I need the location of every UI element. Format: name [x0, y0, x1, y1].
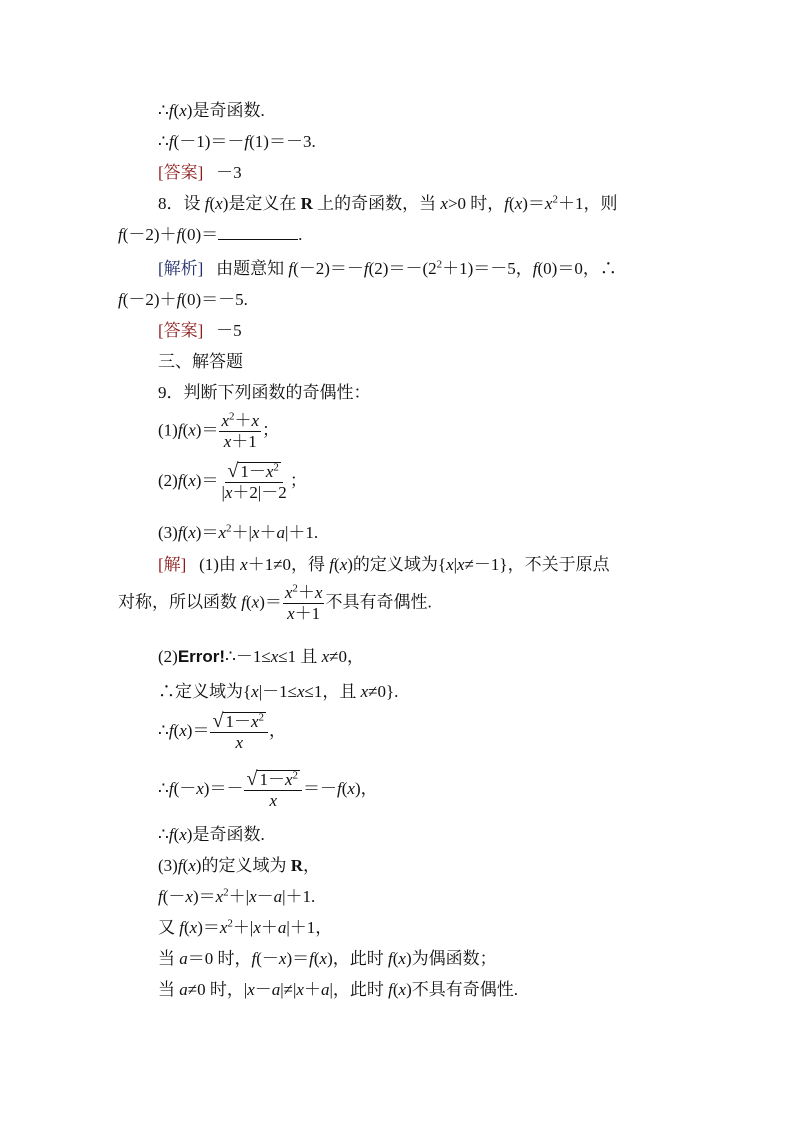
- fraction: [219, 412, 261, 451]
- text: )＝: [195, 470, 219, 490]
- var-x: x: [251, 682, 259, 701]
- text: (: [182, 856, 189, 875]
- part-label: (1): [158, 420, 178, 440]
- var-f: f: [309, 949, 314, 968]
- var-x: x: [188, 856, 196, 875]
- var-f: f: [168, 720, 174, 740]
- text: (2): [158, 647, 178, 666]
- text: (0)＝: [181, 225, 219, 244]
- exponent: 2: [436, 258, 443, 271]
- question-9-part1: (1)f(x)＝ $\frac{x^2+x}{x+1}$ ；: [158, 410, 280, 451]
- var-x: x: [339, 555, 348, 574]
- denominator: [219, 483, 288, 502]
- exponent: 2: [273, 461, 279, 474]
- text: |，此时: [329, 980, 389, 999]
- analysis-8-line2: [118, 289, 248, 311]
- fraction: [244, 770, 302, 810]
- denominator: [233, 733, 245, 752]
- var-x: x: [296, 682, 305, 701]
- var-f: f: [168, 825, 174, 844]
- var-f: f: [179, 918, 184, 937]
- sqrt: [227, 462, 281, 481]
- text: ＋1≠0，得: [247, 555, 330, 574]
- text: (－: [256, 949, 279, 968]
- text: (: [183, 918, 190, 937]
- answer-tag: [答案]: [158, 163, 204, 182]
- fraction: [219, 462, 288, 502]
- fraction: [210, 712, 268, 752]
- text: ＋|: [232, 918, 254, 937]
- var-x: x: [544, 194, 553, 213]
- text: )＝: [195, 420, 219, 440]
- var-f: f: [118, 290, 123, 309]
- text: 上的奇函数，当: [312, 194, 441, 213]
- var-x: x: [287, 604, 295, 623]
- text: |＋1.: [282, 887, 316, 906]
- text: (: [392, 980, 399, 999]
- text: |: [221, 483, 225, 502]
- radical-sign: √: [212, 710, 224, 732]
- var-x: x: [196, 778, 204, 798]
- text: (2)＝－(2: [368, 259, 437, 278]
- var-x: x: [314, 583, 323, 602]
- text: 又: [158, 918, 180, 937]
- var-x: x: [284, 770, 293, 789]
- exponent: 2: [223, 886, 229, 899]
- var-f: f: [177, 523, 183, 542]
- question-9-title: [158, 382, 371, 404]
- text: ≤1 且: [278, 647, 322, 666]
- text: )，此时: [327, 949, 388, 968]
- answer-value: －3: [216, 163, 242, 182]
- solution-3-case-neither: [158, 979, 518, 1001]
- text: －: [254, 980, 272, 999]
- var-f: f: [168, 778, 174, 798]
- text: (: [209, 194, 216, 213]
- var-x: x: [188, 523, 196, 542]
- text: ＋: [297, 583, 315, 602]
- var-f: f: [244, 132, 250, 151]
- solution-tag: [解]: [158, 555, 187, 574]
- var-x: x: [296, 980, 304, 999]
- radicand: [238, 462, 281, 481]
- var-f: f: [204, 194, 210, 213]
- sqrt: [246, 770, 300, 789]
- text: (－2)＋: [122, 290, 177, 309]
- var-x: x: [251, 523, 260, 542]
- exponent: 2: [258, 711, 264, 724]
- var-x: x: [240, 555, 248, 574]
- var-x: x: [215, 194, 223, 213]
- set-R: R: [290, 856, 303, 875]
- text: |＋1.: [284, 523, 319, 542]
- var-f: f: [177, 420, 183, 440]
- text: (0)＝－5.: [181, 290, 248, 309]
- text: ＝－: [302, 778, 337, 798]
- var-a: a: [179, 949, 188, 968]
- text: )＝: [195, 523, 219, 542]
- text: )为偶函数；: [405, 949, 497, 968]
- var-a: a: [273, 887, 283, 906]
- text: ≠0}.: [368, 682, 399, 701]
- var-x: x: [253, 918, 261, 937]
- text: (－: [173, 778, 197, 798]
- text: ＋2|－2: [232, 483, 287, 502]
- var-x: x: [179, 825, 187, 844]
- var-x: x: [284, 583, 293, 602]
- var-x: x: [319, 949, 328, 968]
- text: (1)＝－3.: [249, 132, 316, 151]
- text: ≤1，且: [304, 682, 361, 701]
- var-x: x: [218, 523, 226, 542]
- text: ＋: [260, 918, 278, 937]
- text: )＝: [286, 949, 310, 968]
- text: )＝: [186, 720, 210, 740]
- var-x: x: [235, 733, 243, 752]
- text: ≠0 时，|: [187, 980, 248, 999]
- denominator: [222, 432, 259, 451]
- exponent: 2: [292, 582, 298, 595]
- var-x: x: [179, 101, 187, 120]
- text: ；: [262, 420, 280, 440]
- text: 1－: [259, 770, 285, 789]
- var-f: f: [504, 194, 510, 213]
- var-f: f: [532, 259, 538, 278]
- text: 1－: [240, 462, 266, 481]
- text: (0)＝0，∴: [537, 259, 617, 278]
- text: (－2)＝－: [293, 259, 364, 278]
- text: ＝0 时，: [187, 949, 252, 968]
- var-x: x: [265, 462, 274, 481]
- text: )是定义在: [222, 194, 301, 213]
- var-f: f: [251, 949, 257, 968]
- exponent: 2: [226, 522, 232, 535]
- solution-2-domain: [158, 681, 398, 703]
- var-x: x: [189, 918, 198, 937]
- var-x: x: [185, 887, 193, 906]
- text: ；: [289, 470, 307, 490]
- exponent: 2: [229, 410, 235, 423]
- var-f: f: [177, 856, 183, 875]
- sqrt: [212, 712, 266, 731]
- text: )的定义域为: [195, 856, 291, 875]
- text: ∴定义域为{: [158, 682, 252, 701]
- solution-3-case-even: [158, 948, 497, 970]
- text: (: [509, 194, 515, 213]
- analysis-8: [158, 258, 617, 280]
- text: (: [173, 101, 180, 120]
- text: )的定义域为{: [347, 555, 447, 574]
- text: ，: [268, 720, 286, 740]
- var-f: f: [388, 980, 393, 999]
- set-R: R: [300, 194, 313, 213]
- denominator: [267, 791, 279, 810]
- var-a: a: [276, 523, 285, 542]
- solution-3-fx: [158, 917, 332, 939]
- part-label: (2): [158, 470, 178, 490]
- text: ＋: [303, 980, 321, 999]
- solution-3: [158, 855, 320, 877]
- var-f: f: [168, 101, 174, 120]
- var-x: x: [251, 411, 260, 430]
- solution-2: [158, 646, 364, 668]
- var-x: x: [223, 432, 232, 451]
- text: (: [313, 949, 320, 968]
- text: (3): [158, 856, 178, 875]
- var-f: f: [241, 592, 246, 612]
- radical-sign: √: [227, 460, 239, 482]
- therefore-symbol: ∴: [158, 720, 169, 740]
- var-x: x: [221, 411, 229, 430]
- part-label: (3): [158, 523, 178, 542]
- var-x: x: [188, 420, 196, 440]
- text: ≠0，: [329, 647, 364, 666]
- text: 当: [158, 949, 180, 968]
- therefore-symbol: ∴: [158, 132, 169, 151]
- line-f-odd-1: [158, 100, 265, 122]
- text: (－: [162, 887, 186, 906]
- var-x: x: [360, 682, 369, 701]
- therefore-symbol: ∴: [158, 101, 169, 120]
- solution-2-f-minus-x: [158, 770, 378, 810]
- numerator: [225, 462, 283, 483]
- var-x: x: [250, 712, 259, 731]
- text: ＋: [234, 411, 252, 430]
- var-x: x: [440, 194, 448, 213]
- text: |: [453, 555, 458, 574]
- text: .: [298, 225, 303, 244]
- text: )，: [354, 778, 378, 798]
- text: 对称，所以函数: [118, 592, 242, 612]
- var-f: f: [288, 259, 294, 278]
- var-x: x: [446, 555, 454, 574]
- text: 8．设: [158, 194, 205, 213]
- var-x: x: [514, 194, 523, 213]
- var-f: f: [329, 555, 335, 574]
- var-x: x: [398, 980, 407, 999]
- question-9-part2: (2)f(x)＝ √ $1-x^2$ |x＋2|－2 ；: [158, 460, 307, 502]
- text: )是奇函数.: [186, 825, 265, 844]
- var-a: a: [179, 980, 188, 999]
- text: ＋1: [231, 432, 257, 451]
- var-f: f: [336, 778, 342, 798]
- text: ＋: [259, 523, 277, 542]
- section-heading: [158, 351, 243, 373]
- text: )＝: [197, 918, 220, 937]
- var-x: x: [224, 483, 233, 502]
- numerator: [219, 412, 261, 432]
- section-title: 三、解答题: [158, 352, 243, 371]
- analysis-tag: [解析]: [158, 259, 204, 278]
- error-text: Error!: [177, 647, 226, 666]
- text: (－1)＝－: [173, 132, 245, 151]
- text: ＋|: [228, 887, 250, 906]
- numerator: [210, 712, 268, 733]
- numerator: [244, 770, 302, 791]
- solution-2-conclusion: [158, 824, 265, 846]
- text: (1)由: [199, 555, 241, 574]
- text: )是奇函数.: [186, 101, 265, 120]
- answer-value: －5: [216, 321, 242, 340]
- radical-sign: √: [246, 768, 258, 790]
- numerator: [283, 584, 325, 604]
- var-x: x: [179, 720, 187, 740]
- var-x: x: [457, 555, 465, 574]
- var-x: x: [215, 887, 224, 906]
- text: |＋1，: [286, 918, 333, 937]
- question-8-line2: [118, 224, 302, 246]
- var-x: x: [251, 592, 260, 612]
- text: 不具有奇偶性.: [325, 592, 432, 612]
- text: 当: [158, 980, 180, 999]
- var-x: x: [219, 918, 228, 937]
- var-f: f: [363, 259, 369, 278]
- fraction: [283, 584, 325, 623]
- text: (: [334, 555, 340, 574]
- denominator: [285, 604, 322, 623]
- text: )＝: [259, 592, 282, 612]
- question-8: [158, 193, 617, 215]
- answer-blank[interactable]: [218, 225, 298, 240]
- var-f: f: [118, 225, 123, 244]
- radicand: [223, 712, 266, 731]
- text: 由题意知: [216, 259, 289, 278]
- var-f: f: [168, 132, 174, 151]
- therefore-symbol: ∴: [158, 825, 169, 844]
- text: )＝－: [203, 778, 244, 798]
- exponent: 2: [552, 193, 558, 206]
- var-f: f: [176, 225, 182, 244]
- var-a: a: [277, 918, 287, 937]
- var-f: f: [176, 290, 182, 309]
- text: ∴－1≤: [225, 647, 271, 666]
- var-x: x: [347, 778, 355, 798]
- text: (: [173, 825, 180, 844]
- text: 9．判断下列函数的奇偶性：: [158, 383, 371, 402]
- exponent: 2: [227, 917, 233, 930]
- var-x: x: [269, 791, 277, 810]
- var-a: a: [271, 980, 281, 999]
- text: (: [341, 778, 348, 798]
- radicand: [257, 770, 300, 789]
- var-x: x: [249, 887, 257, 906]
- var-x: x: [321, 647, 330, 666]
- text: )＝: [192, 887, 216, 906]
- text: )＝: [522, 194, 545, 213]
- solution-3-f-minus-x: [158, 886, 315, 908]
- therefore-symbol: ∴: [158, 778, 169, 798]
- text: |≠|: [280, 980, 297, 999]
- answer-tag: [答案]: [158, 321, 204, 340]
- solution-2-fx: ∴f(x)＝ √ $1-x^2$ x ，: [158, 710, 286, 752]
- text: 1－: [225, 712, 251, 731]
- var-x: x: [398, 949, 406, 968]
- var-f: f: [177, 470, 183, 490]
- text: (: [392, 949, 399, 968]
- solution-1-line2: 对称，所以函数 f(x)＝ $\frac{x^2+x}{x+1}$ 不具有奇偶性.: [118, 582, 432, 623]
- text: ＋1，则: [557, 194, 618, 213]
- text: ，: [302, 856, 320, 875]
- var-x: x: [278, 949, 287, 968]
- var-f: f: [158, 887, 163, 906]
- var-x: x: [270, 647, 279, 666]
- var-a: a: [320, 980, 330, 999]
- text: )不具有奇偶性.: [406, 980, 518, 999]
- var-f: f: [388, 949, 393, 968]
- text: >0 时，: [447, 194, 505, 213]
- text: (－2)＋: [122, 225, 177, 244]
- var-x: x: [247, 980, 255, 999]
- var-x: x: [188, 470, 196, 490]
- text: |－1≤: [258, 682, 297, 701]
- answer-7: [158, 162, 242, 184]
- text: －: [256, 887, 274, 906]
- question-9-part3: $(3)f(x)=x^2+|x+a|+1$.: [158, 522, 319, 542]
- answer-8: [158, 320, 242, 342]
- line-f-minus1: [158, 131, 316, 153]
- text: ＋1)＝－5，: [442, 259, 533, 278]
- solution-1: [158, 554, 610, 576]
- text: ＋|: [231, 523, 252, 542]
- text: ≠－1}，不关于原点: [464, 555, 610, 574]
- text: ＋1: [294, 604, 321, 623]
- exponent: 2: [292, 769, 298, 782]
